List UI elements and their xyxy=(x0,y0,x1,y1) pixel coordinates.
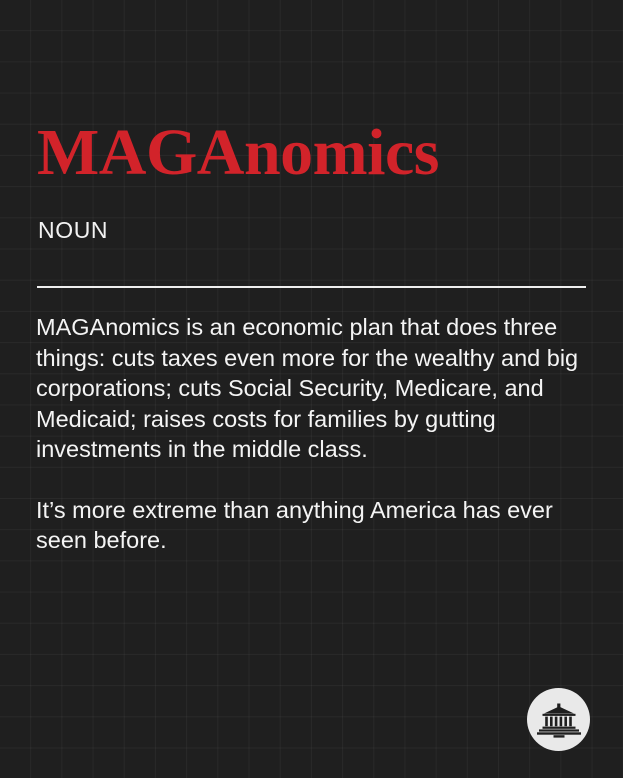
definition-paragraph-1: MAGAnomics is an economic plan that does three things: cuts taxes even more for the wealthy and big corporations; cuts Social Security, Medicare, and Medicaid; raises costs for families by gutting investments in the middle class. xyxy=(36,314,579,462)
page-title: MAGAnomics xyxy=(37,116,439,189)
definition-paragraph-2: It’s more extreme than anything America has ever seen before. xyxy=(36,496,553,553)
definition-text xyxy=(36,312,588,556)
white-house-icon xyxy=(527,688,590,751)
divider xyxy=(37,286,586,288)
part-of-speech-label: NOUN xyxy=(38,217,109,243)
